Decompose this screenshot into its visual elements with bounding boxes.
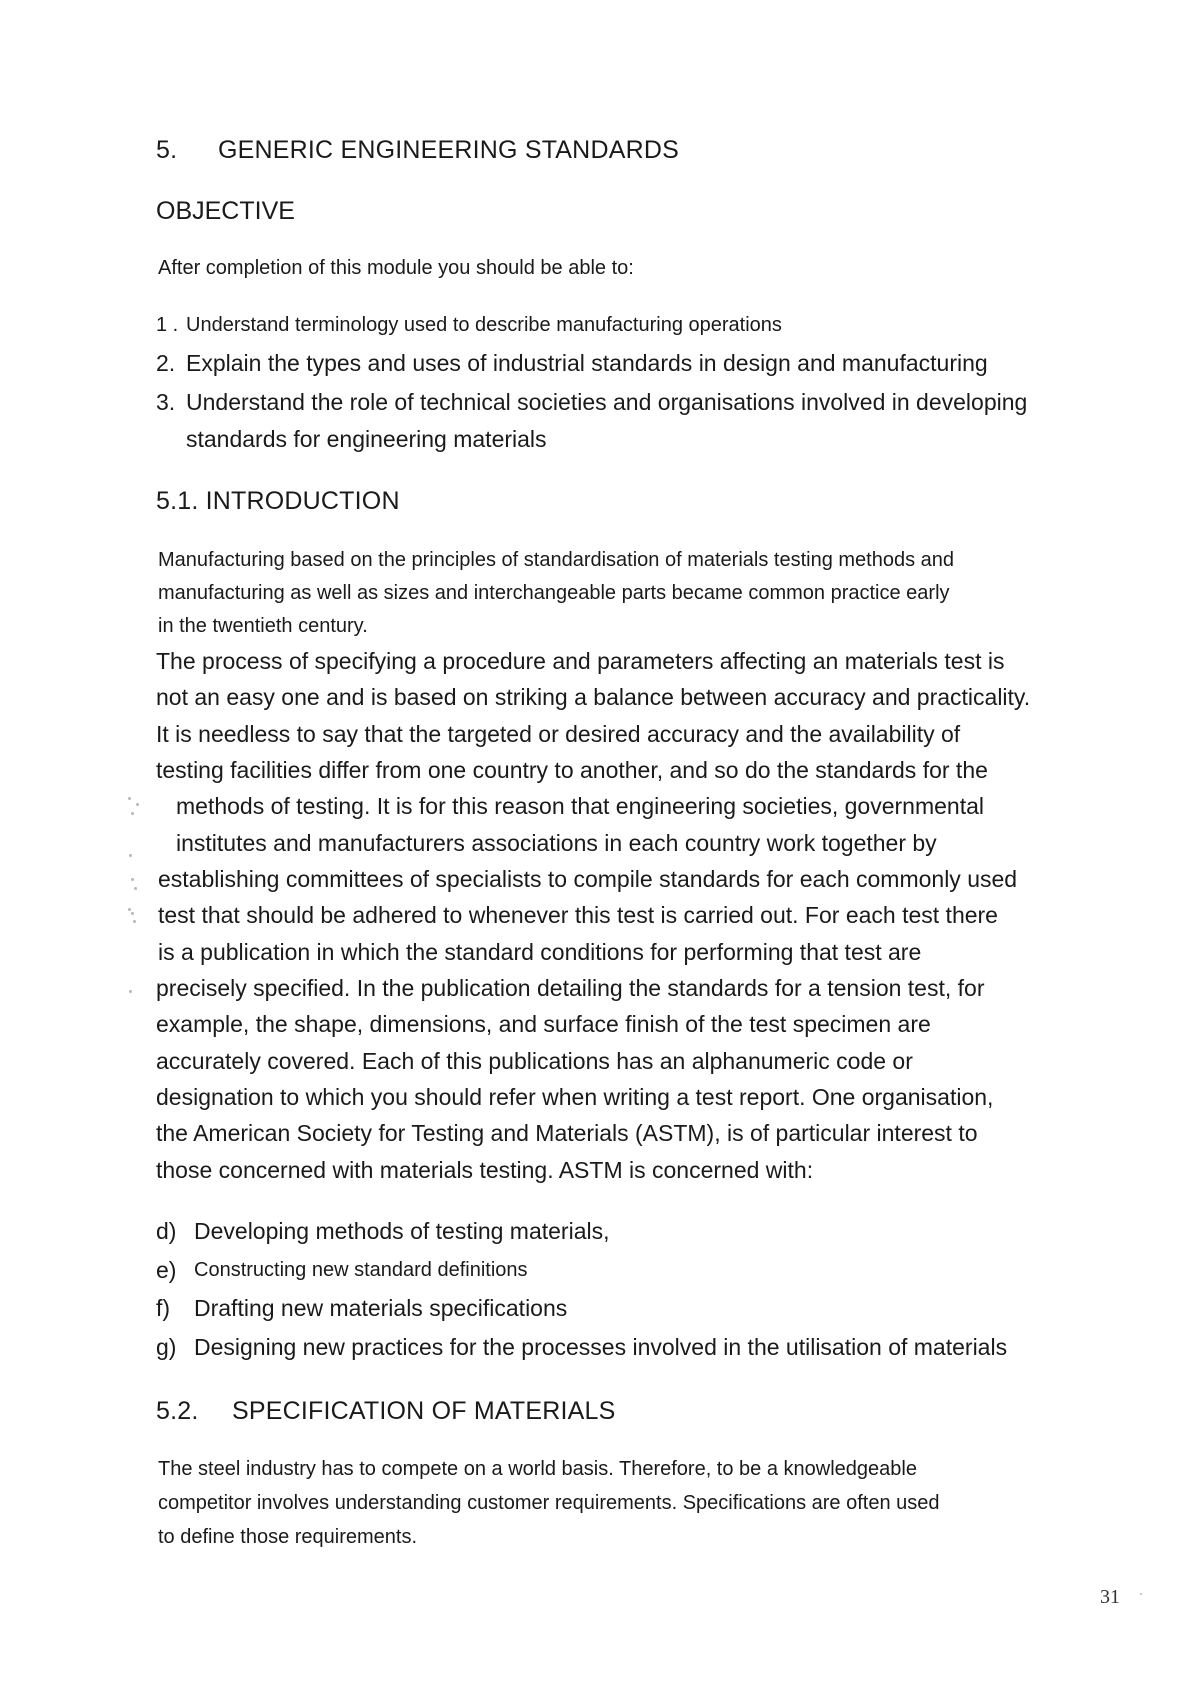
spec-line: to define those requirements. (158, 1526, 418, 1548)
spec-line: The steel industry has to compete on a world basis. Therefore, to be a knowledgeable (158, 1458, 917, 1480)
intro-p1-line: manufacturing as well as sizes and interchangeable parts became common practice early (158, 582, 950, 604)
astm-item-text: Designing new practices for the processes involved in the utilisation of materials (194, 1334, 1008, 1360)
objective-lead: After completion of this module you should be able to: (158, 257, 634, 279)
intro-p1-line: in the twentieth century. (158, 615, 368, 637)
astm-item-mark: d) (156, 1218, 177, 1244)
intro-p2-line: institutes and manufacturers associations in each country work together by (176, 830, 937, 856)
astm-item-text: Developing methods of testing materials, (194, 1218, 610, 1244)
section-title: GENERIC ENGINEERING STANDARDS (218, 136, 679, 164)
section-number: 5. (156, 136, 178, 164)
astm-item-mark: e) (156, 1257, 177, 1283)
objective-item-3-text: Understand the role of technical societies and organisations involved in developing (186, 389, 1028, 415)
intro-p2-line: the American Society for Testing and Materials (ASTM), is of particular interest to (156, 1120, 978, 1146)
intro-p2-line: establishing committees of specialists to compile standards for each commonly used (158, 866, 1018, 892)
intro-p2-line: It is needless to say that the targeted or desired accuracy and the availability of (156, 721, 961, 747)
objective-item-1-text: Understand terminology used to describe manufacturing operations (186, 314, 782, 336)
objective-item-2-num: 2. (156, 350, 176, 376)
intro-p2-line: example, the shape, dimensions, and surface finish of the test specimen are (156, 1011, 931, 1037)
intro-p2-line: methods of testing. It is for this reason that engineering societies, governmental (176, 793, 984, 819)
intro-p2-line: is a publication in which the standard conditions for performing that test are (158, 939, 922, 965)
astm-item-text: Constructing new standard definitions (194, 1259, 528, 1281)
intro-p2-line: testing facilities differ from one country to another, and so do the standards for the (156, 757, 988, 783)
objective-item-2-text: Explain the types and uses of industrial standards in design and manufacturing (186, 350, 988, 376)
intro-p2-line: accurately covered. Each of this publications has an alphanumeric code or (156, 1048, 913, 1074)
intro-p2-line: designation to which you should refer when writing a test report. One organisation, (156, 1084, 994, 1110)
spec-title: SPECIFICATION OF MATERIALS (232, 1397, 616, 1425)
objective-item-3-num: 3. (156, 389, 176, 415)
intro-p2-line: test that should be adhered to whenever this test is carried out. For each test there (158, 902, 998, 928)
astm-item-text: Drafting new materials specifications (194, 1295, 568, 1321)
objective-item-3-continuation: standards for engineering materials (186, 426, 547, 452)
astm-item-mark: g) (156, 1334, 177, 1360)
objective-item-1-num: 1 . (156, 314, 179, 336)
intro-p2-line: those concerned with materials testing. ASTM is concerned with: (156, 1157, 814, 1183)
spec-line: competitor involves understanding customer requirements. Specifications are often used (158, 1492, 940, 1514)
intro-p1-line: Manufacturing based on the principles of standardisation of materials testing methods and (158, 549, 955, 571)
objective-heading: OBJECTIVE (156, 197, 295, 225)
page-number: 31 (1100, 1586, 1120, 1608)
intro-p2-line: precisely specified. In the publication detailing the standards for a tension test, for (156, 975, 985, 1001)
intro-p2-line: The process of specifying a procedure and parameters affecting an materials test is (156, 648, 1005, 674)
spec-number: 5.2. (156, 1397, 199, 1425)
astm-item-mark: f) (156, 1295, 171, 1321)
intro-p2-line: not an easy one and is based on striking a balance between accuracy and practicality. (156, 684, 1031, 710)
intro-heading: 5.1. INTRODUCTION (156, 487, 400, 515)
